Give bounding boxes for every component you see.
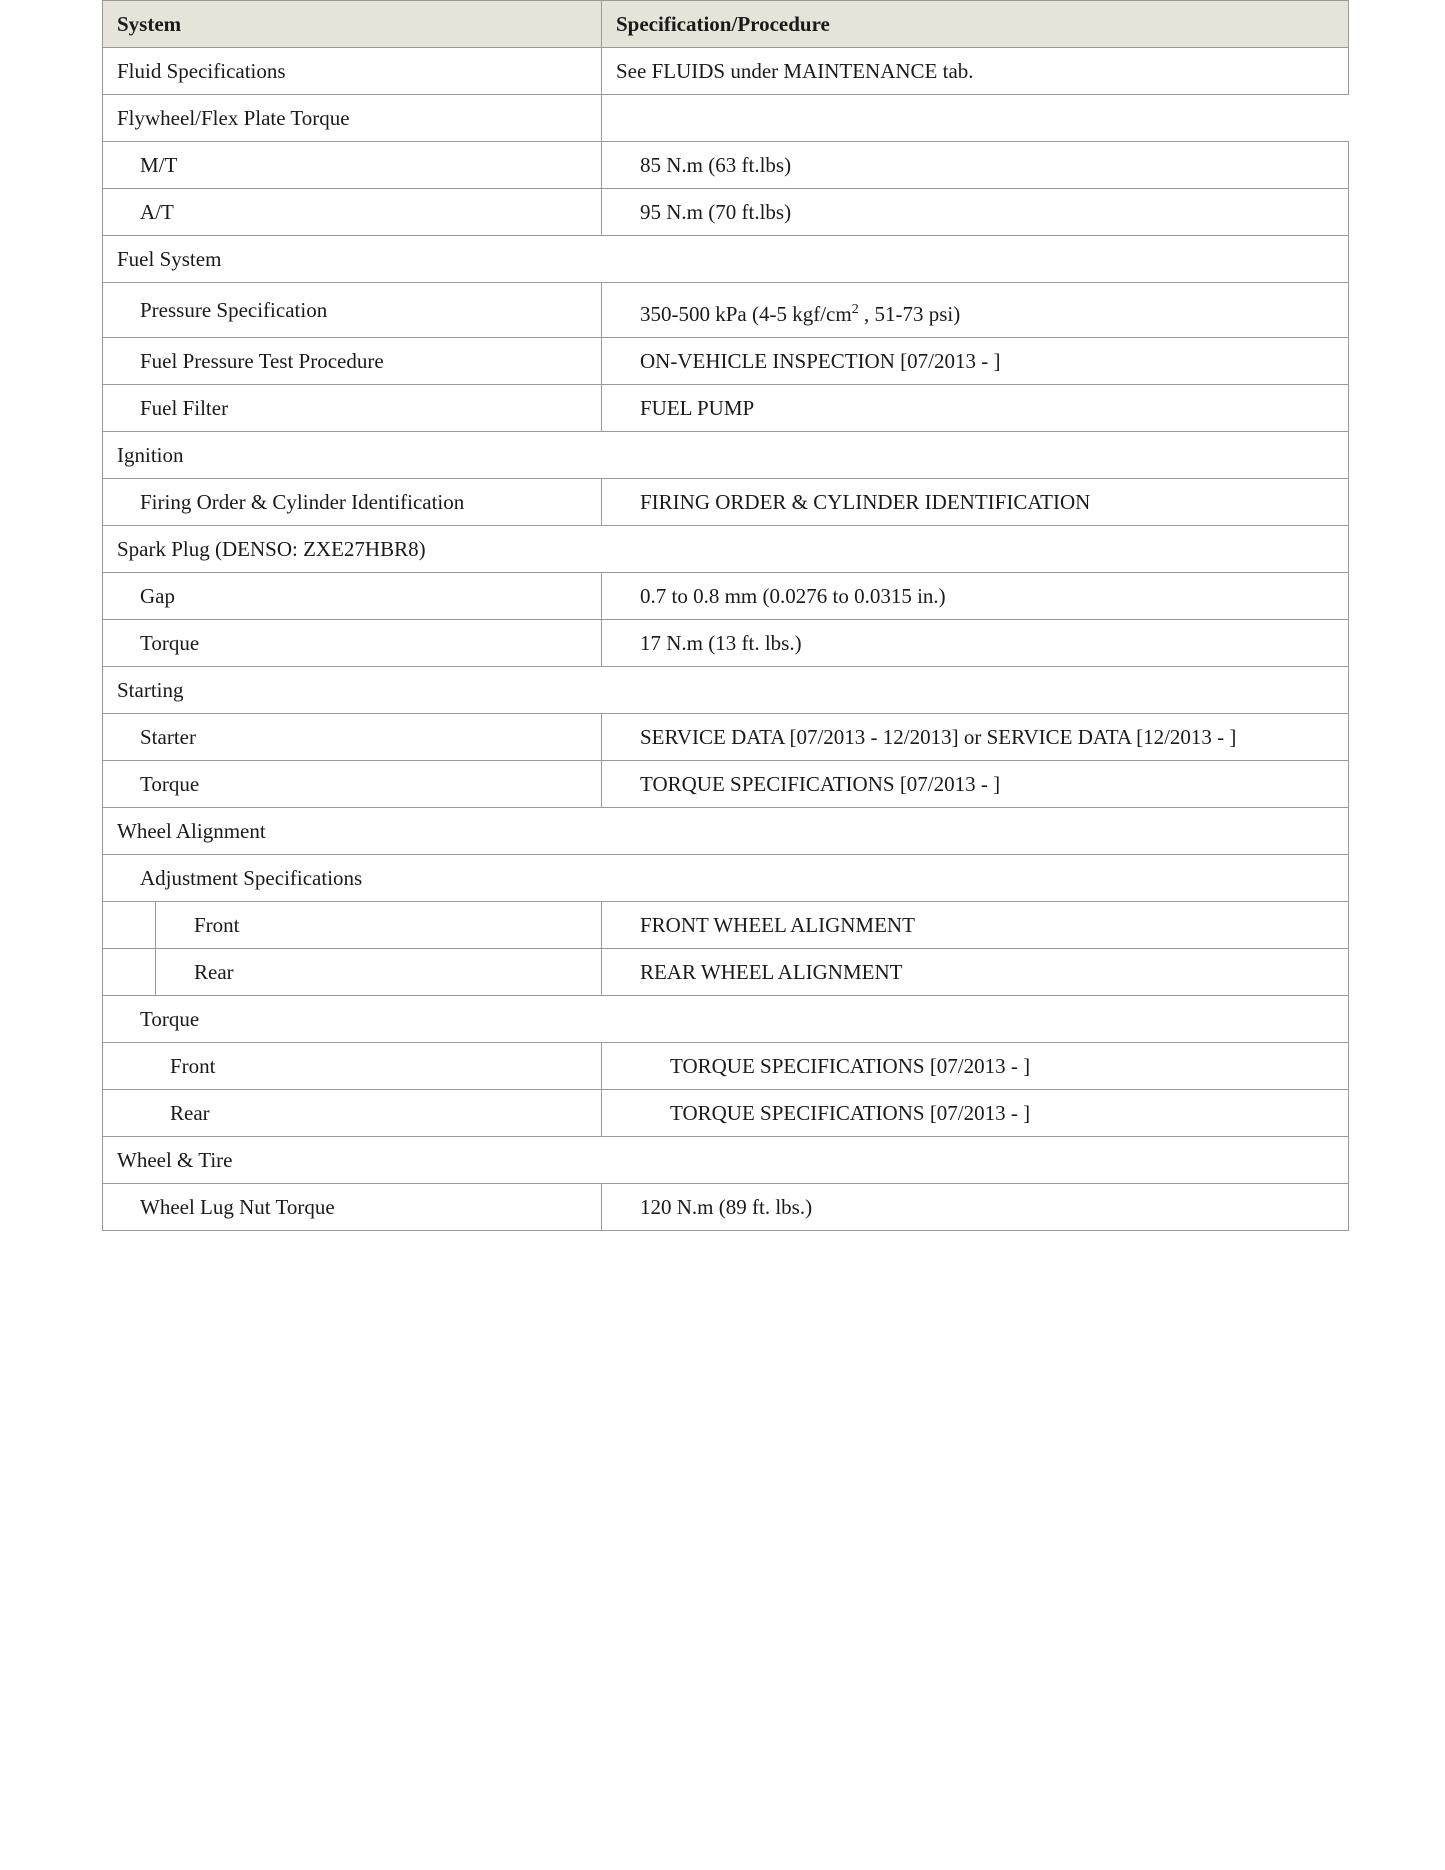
table-row <box>103 283 1349 338</box>
spec-cell: See FLUIDS under MAINTENANCE tab. <box>602 48 1349 95</box>
system-label: Rear <box>194 959 234 984</box>
system-cell: Fuel Filter <box>103 385 602 432</box>
spec-cell: TORQUE SPECIFICATIONS [07/2013 - ] <box>602 761 1349 808</box>
subsection-heading: Torque <box>103 996 1349 1043</box>
spec-cell: 17 N.m (13 ft. lbs.) <box>602 620 1349 667</box>
spec-cell: REAR WHEEL ALIGNMENT <box>602 949 1349 996</box>
spec-cell-empty <box>602 95 1349 142</box>
spec-cell: FUEL PUMP <box>602 385 1349 432</box>
system-cell: Gap <box>103 573 602 620</box>
spec-cell: ON-VEHICLE INSPECTION [07/2013 - ] <box>602 338 1349 385</box>
table-section-row <box>103 808 1349 855</box>
table-section-row <box>103 432 1349 479</box>
section-heading: Spark Plug (DENSO: ZXE27HBR8) <box>103 526 1349 573</box>
nested-indent <box>103 902 601 948</box>
spec-text: , 51-73 psi) <box>858 301 961 326</box>
section-heading: Wheel Alignment <box>103 808 1349 855</box>
indent-gutter <box>103 902 156 948</box>
table-section-row <box>103 236 1349 283</box>
system-cell: Starter <box>103 714 602 761</box>
table-row <box>103 479 1349 526</box>
table-section-row <box>103 667 1349 714</box>
system-cell: A/T <box>103 189 602 236</box>
system-cell: Fluid Specifications <box>103 48 602 95</box>
table-row <box>103 902 1349 949</box>
system-cell: M/T <box>103 142 602 189</box>
table-row <box>103 48 1349 95</box>
table-row <box>103 1090 1349 1137</box>
system-cell: Torque <box>103 620 602 667</box>
header-system: System <box>103 1 602 48</box>
table-row <box>103 385 1349 432</box>
spec-cell: SERVICE DATA [07/2013 - 12/2013] or SERVICE DATA [12/2013 - ] <box>602 714 1349 761</box>
spec-cell: FIRING ORDER & CYLINDER IDENTIFICATION <box>602 479 1349 526</box>
section-heading: Ignition <box>103 432 1349 479</box>
table-section-row <box>103 996 1349 1043</box>
nested-indent <box>103 949 601 995</box>
spec-cell: 120 N.m (89 ft. lbs.) <box>602 1184 1349 1231</box>
spec-cell: 85 N.m (63 ft.lbs) <box>602 142 1349 189</box>
spec-text: 350-500 kPa (4-5 kgf/cm <box>640 301 852 326</box>
superscript: 2 <box>851 301 859 317</box>
spec-cell: TORQUE SPECIFICATIONS [07/2013 - ] <box>602 1090 1349 1137</box>
section-heading: Wheel & Tire <box>103 1137 1349 1184</box>
spec-cell: 95 N.m (70 ft.lbs) <box>602 189 1349 236</box>
system-cell: Torque <box>103 761 602 808</box>
table-row <box>103 1184 1349 1231</box>
table-row <box>103 949 1349 996</box>
system-label: Front <box>194 912 240 937</box>
table-header-row <box>103 1 1349 48</box>
system-cell: Fuel Pressure Test Procedure <box>103 338 602 385</box>
spec-cell <box>602 283 1349 338</box>
table-row <box>103 714 1349 761</box>
table-row <box>103 142 1349 189</box>
spec-cell: 0.7 to 0.8 mm (0.0276 to 0.0315 in.) <box>602 573 1349 620</box>
specification-table <box>102 0 1349 1231</box>
system-cell: Firing Order & Cylinder Identification <box>103 479 602 526</box>
system-cell <box>103 902 602 949</box>
table-section-row <box>103 1137 1349 1184</box>
table-section-row <box>103 855 1349 902</box>
table-row <box>103 573 1349 620</box>
system-cell: Wheel Lug Nut Torque <box>103 1184 602 1231</box>
header-specification: Specification/Procedure <box>602 1 1349 48</box>
table-row <box>103 95 1349 142</box>
system-cell: Front <box>103 1043 602 1090</box>
system-cell <box>103 949 602 996</box>
table-row <box>103 761 1349 808</box>
indent-gutter <box>103 949 156 995</box>
section-heading: Starting <box>103 667 1349 714</box>
section-heading: Fuel System <box>103 236 1349 283</box>
system-cell: Rear <box>103 1090 602 1137</box>
system-cell: Flywheel/Flex Plate Torque <box>103 95 602 142</box>
spec-cell: FRONT WHEEL ALIGNMENT <box>602 902 1349 949</box>
subsection-heading: Adjustment Specifications <box>103 855 1349 902</box>
table-row <box>103 1043 1349 1090</box>
system-cell: Pressure Specification <box>103 283 602 338</box>
table-row <box>103 189 1349 236</box>
table-row <box>103 620 1349 667</box>
table-row <box>103 338 1349 385</box>
spec-cell: TORQUE SPECIFICATIONS [07/2013 - ] <box>602 1043 1349 1090</box>
table-section-row <box>103 526 1349 573</box>
